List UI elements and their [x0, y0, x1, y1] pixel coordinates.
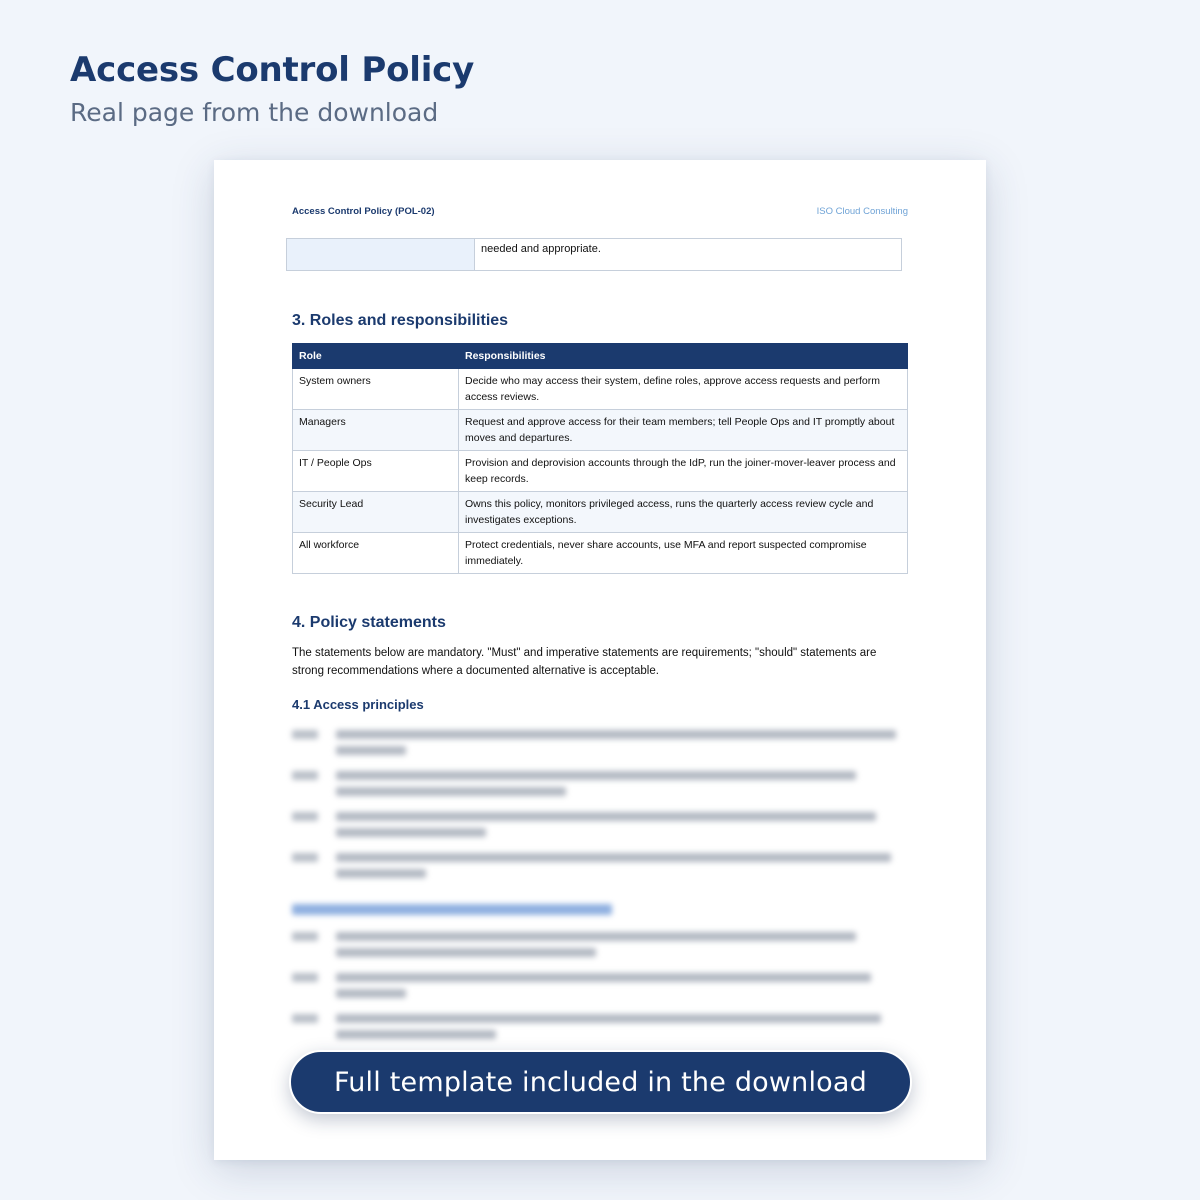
- blurred-statement: [292, 971, 912, 1005]
- roles-table: [292, 343, 908, 574]
- roles-table-header: [293, 344, 908, 369]
- responsibility-cell: Decide who may access their system, define roles, approve access requests and perform access reviews.: [459, 369, 908, 410]
- blurred-statement: [292, 930, 912, 964]
- table-row: [293, 533, 908, 574]
- hero-subtitle: Real page from the download: [70, 98, 439, 127]
- blurred-statement: [292, 851, 912, 885]
- subsection-4-1-heading: 4.1 Access principles: [292, 697, 424, 712]
- section-4-intro: The statements below are mandatory. "Must" and imperative statements are requirements; "should" statements are strong recommendations where a documented alternative is acceptable.: [292, 647, 877, 677]
- hero-title: Access Control Policy: [70, 50, 475, 90]
- responsibility-cell: Provision and deprovision accounts through the IdP, run the joiner-mover-leaver process and keep records.: [459, 451, 908, 492]
- role-cell: Managers: [293, 410, 459, 451]
- blurred-statement: [292, 1012, 912, 1046]
- table-row: [293, 410, 908, 451]
- section-3-heading: 3. Roles and responsibilities: [292, 312, 509, 329]
- blurred-statement: [292, 810, 912, 844]
- section-4-heading: 4. Policy statements: [292, 614, 446, 631]
- blurred-statement: [292, 769, 912, 803]
- document-page: [214, 160, 986, 1160]
- column-header-role: Role: [293, 344, 459, 369]
- blurred-statement: [292, 728, 912, 762]
- continued-table-cell: needed and appropriate.: [481, 243, 601, 255]
- table-row: [293, 451, 908, 492]
- doc-header-org: ISO Cloud Consulting: [816, 206, 908, 217]
- role-cell: IT / People Ops: [293, 451, 459, 492]
- continued-table: [286, 238, 902, 271]
- column-header-responsibilities: Responsibilities: [459, 344, 908, 369]
- blurred-subheading: [292, 904, 612, 915]
- role-cell: System owners: [293, 369, 459, 410]
- continued-table-empty-cell: [287, 239, 475, 270]
- download-cta-button[interactable]: Full template included in the download: [289, 1050, 912, 1114]
- role-cell: All workforce: [293, 533, 459, 574]
- responsibility-cell: Protect credentials, never share accounts, use MFA and report suspected compromise immediately.: [459, 533, 908, 574]
- responsibility-cell: Request and approve access for their team members; tell People Ops and IT promptly about moves and departures.: [459, 410, 908, 451]
- doc-header-title: Access Control Policy (POL-02): [292, 206, 435, 217]
- table-row: [293, 369, 908, 410]
- responsibility-cell: Owns this policy, monitors privileged access, runs the quarterly access review cycle and investigates exceptions.: [459, 492, 908, 533]
- role-cell: Security Lead: [293, 492, 459, 533]
- table-row: [293, 492, 908, 533]
